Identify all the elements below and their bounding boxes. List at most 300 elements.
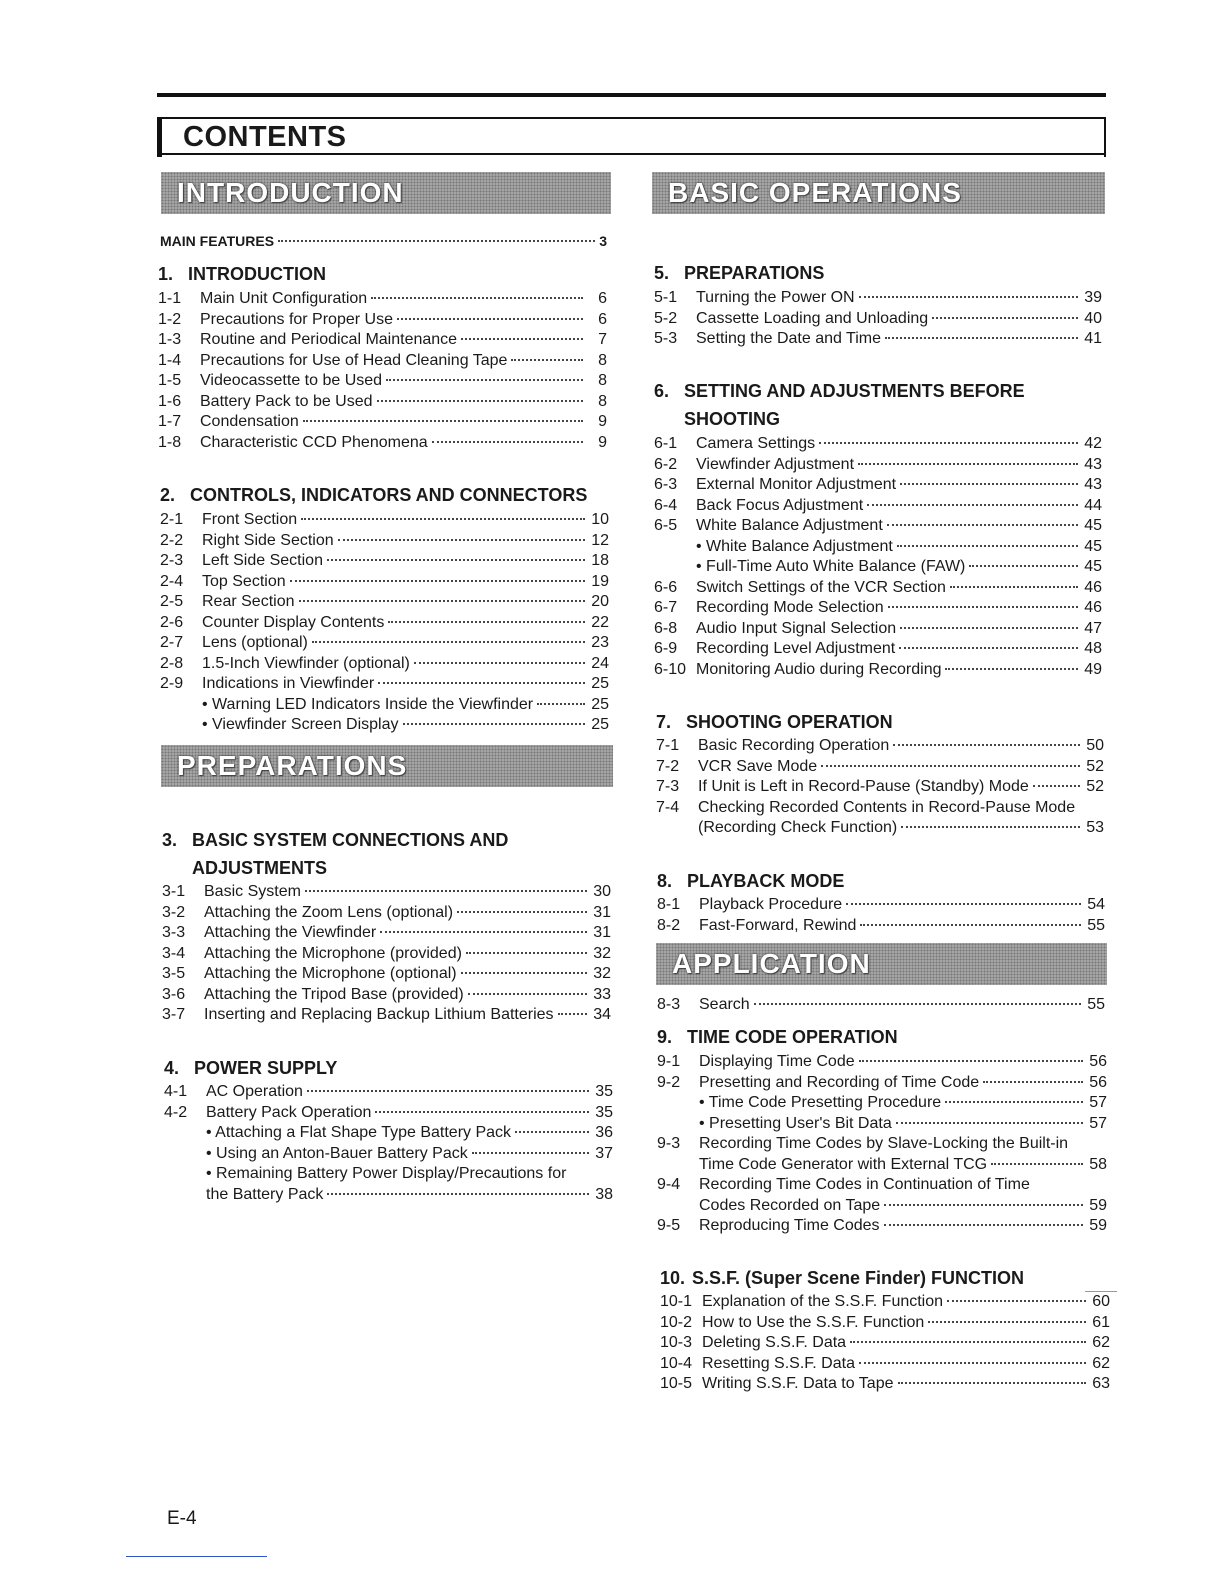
- dot-leader: [377, 400, 583, 402]
- entry-number: 2-1: [160, 511, 184, 528]
- entry-number: 6-1: [654, 435, 678, 452]
- toc-entry[interactable]: [657, 1134, 1107, 1154]
- entry-number: 7-2: [656, 757, 680, 775]
- entry-number: 9-3: [657, 1135, 681, 1152]
- section-heading-s10: 10. S.S.F. (Super Scene Finder) FUNCTION: [660, 1268, 1025, 1288]
- toc-entry[interactable]: [162, 923, 611, 943]
- entry-number: 8-3: [657, 996, 681, 1013]
- entry-page: 40: [1084, 309, 1102, 327]
- toc-entry[interactable]: [158, 433, 607, 453]
- entry-number: 2-7: [160, 634, 184, 651]
- entry-number: 6-7: [654, 599, 678, 616]
- entry-page: 59: [1089, 1196, 1107, 1214]
- toc-entry[interactable]: [162, 964, 611, 984]
- entry-number: 9-5: [657, 1217, 681, 1234]
- entry-title: Top Section: [202, 572, 286, 590]
- entry-page: 52: [1086, 757, 1104, 775]
- entry-page: 42: [1084, 435, 1102, 452]
- entry-title: Viewfinder Adjustment: [696, 455, 855, 473]
- entry-page: 18: [591, 552, 609, 569]
- entry-number: 1-2: [158, 310, 182, 328]
- dot-leader: [397, 318, 583, 320]
- toc-entry[interactable]: [656, 818, 1104, 838]
- entry-page: 10: [591, 511, 609, 528]
- entry-title: How to Use the S.S.F. Function: [702, 1313, 925, 1331]
- dot-leader: [299, 600, 586, 602]
- entry-page: 50: [1086, 737, 1104, 754]
- entry-title: Main Unit Configuration: [200, 290, 368, 307]
- toc-entry[interactable]: [654, 660, 1102, 680]
- entry-page: 60: [1092, 1293, 1110, 1310]
- entry-title: (Recording Check Function): [698, 819, 898, 836]
- dot-leader: [403, 723, 585, 725]
- entry-page: 38: [595, 1185, 613, 1203]
- entry-page: 43: [1084, 476, 1102, 493]
- toc-entry[interactable]: [160, 715, 609, 735]
- dot-leader: [859, 296, 1078, 298]
- dot-leader: [290, 580, 585, 582]
- entry-number: 4-2: [164, 1103, 188, 1121]
- dot-leader: [305, 890, 587, 892]
- margin-mark: [1085, 1291, 1117, 1292]
- entry-number: 10-5: [660, 1375, 693, 1392]
- entry-page: 6: [598, 310, 607, 328]
- dot-leader: [928, 1321, 1086, 1323]
- entry-number: 6-3: [654, 476, 678, 493]
- entry-title: Codes Recorded on Tape: [699, 1196, 881, 1214]
- entry-page: 45: [1084, 517, 1102, 534]
- entry-page: 57: [1089, 1094, 1107, 1111]
- dot-leader: [461, 338, 583, 340]
- entry-number: 1-1: [158, 290, 182, 307]
- entry-number: 2-3: [160, 552, 184, 569]
- entry-number: 1-5: [158, 372, 182, 389]
- entry-title: Resetting S.S.F. Data: [702, 1354, 855, 1372]
- toc-entry[interactable]: [164, 1164, 613, 1184]
- entry-page: 34: [593, 1006, 611, 1023]
- dot-leader: [754, 1003, 1081, 1005]
- dot-leader: [537, 703, 585, 705]
- toc-entry[interactable]: [660, 1333, 1110, 1353]
- entry-number: 7-4: [656, 798, 680, 816]
- entry-page: 55: [1087, 996, 1105, 1013]
- entry-title: Precautions for Use of Head Cleaning Tape: [200, 351, 508, 369]
- entry-title: Switch Settings of the VCR Section: [696, 578, 946, 596]
- toc-entry[interactable]: [160, 510, 609, 530]
- entry-page: 39: [1084, 289, 1102, 306]
- toc-entry[interactable]: [654, 619, 1102, 639]
- entry-number: 10-2: [660, 1313, 693, 1331]
- entry-title: Reproducing Time Codes: [699, 1217, 880, 1234]
- dot-leader: [432, 441, 583, 443]
- entry-number: 9-1: [657, 1053, 681, 1070]
- entry-page: 52: [1086, 778, 1104, 795]
- entry-title: Precautions for Proper Use: [200, 310, 393, 328]
- toc-entry[interactable]: [654, 329, 1102, 349]
- entry-number: 1-7: [158, 413, 182, 430]
- entry-title: Checking Recorded Contents in Record-Pause Mode: [698, 798, 1076, 816]
- entry-title: Explanation of the S.S.F. Function: [702, 1293, 944, 1310]
- entry-title: • Attaching a Flat Shape Type Battery Pack: [206, 1124, 512, 1141]
- entry-title: Recording Level Adjustment: [696, 640, 896, 657]
- entry-page: 46: [1084, 578, 1102, 596]
- entry-page: 8: [598, 392, 607, 410]
- section-heading-s2: 2. CONTROLS, INDICATORS AND CONNECTORS: [160, 485, 588, 505]
- toc-entry[interactable]: [158, 351, 607, 371]
- toc-entry[interactable]: [158, 330, 607, 350]
- dot-leader: [899, 647, 1078, 649]
- entry-number: 10-3: [660, 1334, 693, 1351]
- entry-number: 3-3: [162, 924, 186, 941]
- entry-page: 36: [595, 1124, 613, 1141]
- entry-page: 48: [1084, 640, 1102, 657]
- entry-number: 3-4: [162, 944, 186, 962]
- entry-title: • Time Code Presetting Procedure: [699, 1094, 942, 1111]
- entry-number: 6-8: [654, 619, 678, 637]
- toc-entry[interactable]: [657, 1155, 1107, 1175]
- entry-number: 6-9: [654, 640, 678, 657]
- dot-leader: [457, 911, 587, 913]
- entry-number: 3-6: [162, 985, 186, 1003]
- toc-entry[interactable]: [162, 985, 611, 1005]
- dot-leader: [327, 559, 585, 561]
- banner-introduction: INTRODUCTION: [161, 172, 611, 214]
- entry-number: 3-7: [162, 1006, 186, 1023]
- entry-title: Time Code Generator with External TCG: [699, 1155, 988, 1173]
- entry-page: 7: [598, 331, 607, 348]
- dot-leader: [380, 931, 587, 933]
- entry-page: 49: [1084, 660, 1102, 678]
- entry-number: 2-5: [160, 593, 184, 610]
- entry-number: 1-6: [158, 392, 182, 410]
- toc-entry[interactable]: [660, 1292, 1110, 1312]
- entry-title: Rear Section: [202, 593, 295, 610]
- entry-page: 33: [593, 985, 611, 1003]
- entry-page: 32: [593, 965, 611, 982]
- entry-page: 12: [591, 531, 609, 549]
- toc-entry[interactable]: [158, 310, 607, 330]
- entry-title: Recording Mode Selection: [696, 599, 884, 616]
- entry-title: Battery Pack to be Used: [200, 392, 373, 410]
- toc-entry[interactable]: [160, 613, 609, 633]
- entry-title: Front Section: [202, 511, 298, 528]
- toc-entry[interactable]: [654, 288, 1102, 308]
- toc-entry[interactable]: [160, 551, 609, 571]
- entry-title: • Presetting User's Bit Data: [699, 1114, 892, 1132]
- entry-number: 7-1: [656, 737, 680, 754]
- entry-title: Battery Pack Operation: [206, 1103, 372, 1121]
- entry-page: 8: [598, 372, 607, 389]
- entry-title: Attaching the Microphone (optional): [204, 965, 457, 982]
- entry-number: 1-8: [158, 433, 182, 451]
- entry-number: 3-5: [162, 965, 186, 982]
- dot-leader: [301, 518, 585, 520]
- toc-entry[interactable]: [164, 1103, 613, 1123]
- toc-entry[interactable]: [657, 1175, 1107, 1195]
- dot-leader: [371, 297, 583, 299]
- dot-leader: [821, 765, 1080, 767]
- section-heading-s3: 3. BASIC SYSTEM CONNECTIONS AND: [162, 830, 509, 850]
- entry-title: Presetting and Recording of Time Code: [699, 1073, 980, 1091]
- entry-title: Writing S.S.F. Data to Tape: [702, 1375, 894, 1392]
- entry-title: Monitoring Audio during Recording: [696, 660, 942, 678]
- toc-entry[interactable]: [660, 1313, 1110, 1333]
- entry-title: Counter Display Contents: [202, 613, 385, 631]
- entry-number: 6-4: [654, 496, 678, 514]
- entry-page: 9: [598, 433, 607, 451]
- section-heading-s1: 1. INTRODUCTION: [158, 264, 326, 284]
- toc-entry[interactable]: [158, 392, 607, 412]
- dot-leader: [386, 379, 583, 381]
- entry-title: Attaching the Zoom Lens (optional): [204, 903, 454, 921]
- toc-entry[interactable]: [654, 309, 1102, 329]
- entry-page: 25: [591, 716, 609, 733]
- dot-leader: [983, 1081, 1083, 1083]
- section-heading-s5: 5. PREPARATIONS: [654, 263, 825, 283]
- dot-leader: [338, 539, 585, 541]
- dot-leader: [900, 483, 1078, 485]
- toc-entry[interactable]: [657, 1093, 1107, 1113]
- dot-leader: [900, 627, 1078, 629]
- toc-entry[interactable]: [657, 1114, 1107, 1134]
- toc-entry[interactable]: [657, 895, 1105, 915]
- dot-leader: [515, 1131, 589, 1133]
- entry-title: AC Operation: [206, 1083, 303, 1100]
- entry-page: 25: [591, 675, 609, 692]
- entry-page: 31: [593, 903, 611, 921]
- entry-page: 20: [591, 593, 609, 610]
- entry-number: 8-2: [657, 916, 681, 934]
- toc-entry[interactable]: [158, 289, 607, 309]
- entry-title: Routine and Periodical Maintenance: [200, 331, 458, 348]
- entry-page: 22: [591, 613, 609, 631]
- entry-page: 63: [1092, 1375, 1110, 1392]
- entry-title: Recording Time Codes by Slave-Locking the Built-in: [699, 1135, 1069, 1152]
- entry-page: 25: [591, 695, 609, 713]
- entry-number: 3-1: [162, 883, 186, 900]
- toc-entry[interactable]: [657, 1073, 1107, 1093]
- banner-preparations: PREPARATIONS: [161, 745, 613, 787]
- entry-title: • Full-Time Auto White Balance (FAW): [696, 558, 966, 575]
- toc-entry[interactable]: [158, 412, 607, 432]
- entry-title: Fast-Forward, Rewind: [699, 916, 857, 934]
- title-underline: [157, 153, 1106, 155]
- toc-entry[interactable]: [657, 1196, 1107, 1216]
- entry-title: Camera Settings: [696, 435, 816, 452]
- dot-leader: [893, 744, 1080, 746]
- dot-leader: [378, 682, 585, 684]
- entry-title: • Using an Anton-Bauer Battery Pack: [206, 1144, 468, 1162]
- entry-title: White Balance Adjustment: [696, 517, 883, 534]
- toc-entry[interactable]: [656, 736, 1104, 756]
- entry-page: 56: [1089, 1053, 1107, 1070]
- dot-leader: [388, 621, 585, 623]
- entry-page: 24: [591, 654, 609, 672]
- dot-leader: [472, 1152, 589, 1154]
- dot-leader: [327, 1193, 589, 1195]
- entry-number: 8-1: [657, 896, 681, 913]
- dot-leader: [932, 317, 1078, 319]
- dot-leader: [558, 1013, 587, 1015]
- dot-leader: [846, 903, 1081, 905]
- entry-page: 31: [593, 924, 611, 941]
- toc-entry[interactable]: [160, 572, 609, 592]
- dot-leader: [375, 1111, 589, 1113]
- section-heading-s8: 8. PLAYBACK MODE: [657, 871, 845, 891]
- dot-leader: [859, 1362, 1086, 1364]
- toc-entry[interactable]: [656, 798, 1104, 818]
- toc-entry[interactable]: [660, 1374, 1110, 1394]
- entry-title: Basic System: [204, 883, 301, 900]
- entry-page: 55: [1087, 916, 1105, 934]
- entry-page: 46: [1084, 599, 1102, 616]
- entry-page: 45: [1084, 537, 1102, 555]
- footer-line: [126, 1556, 267, 1557]
- entry-page: 35: [595, 1083, 613, 1100]
- toc-entry[interactable]: [160, 695, 609, 715]
- entry-number: 9-4: [657, 1176, 681, 1193]
- toc-entry[interactable]: [160, 674, 609, 694]
- dot-leader: [461, 972, 587, 974]
- toc-entry[interactable]: [164, 1082, 613, 1102]
- toc-entry[interactable]: [654, 578, 1102, 598]
- entry-page: 45: [1084, 558, 1102, 575]
- toc-entry[interactable]: [656, 757, 1104, 777]
- entry-page: 8: [598, 351, 607, 369]
- entry-page: 32: [593, 944, 611, 962]
- toc-entry[interactable]: [654, 516, 1102, 536]
- entry-page: 56: [1089, 1073, 1107, 1091]
- toc-entry[interactable]: [162, 882, 611, 902]
- entry-number: 7-3: [656, 778, 680, 795]
- toc-entry[interactable]: [164, 1144, 613, 1164]
- dot-leader: [896, 1122, 1083, 1124]
- entry-number: 5-2: [654, 309, 678, 327]
- entry-title: • White Balance Adjustment: [696, 537, 893, 555]
- entry-number: 6-2: [654, 455, 678, 473]
- entry-title: If Unit is Left in Record-Pause (Standby) Mode: [698, 778, 1029, 795]
- page-number: E-4: [167, 1508, 197, 1529]
- entry-title: Inserting and Replacing Backup Lithium Batteries: [204, 1006, 554, 1023]
- section-heading-s4: 4. POWER SUPPLY: [164, 1058, 338, 1078]
- toc-entry[interactable]: [654, 557, 1102, 577]
- toc-entry[interactable]: [160, 592, 609, 612]
- entry-title: VCR Save Mode: [698, 757, 818, 775]
- entry-number: 10-4: [660, 1354, 693, 1372]
- entry-title: • Remaining Battery Power Display/Precautions for: [206, 1165, 567, 1182]
- dot-leader: [414, 662, 585, 664]
- entry-title: Attaching the Viewfinder: [204, 924, 377, 941]
- entry-number: 4-1: [164, 1083, 188, 1100]
- entry-title: Turning the Power ON: [696, 289, 855, 306]
- entry-page: 6: [598, 290, 607, 307]
- toc-entry[interactable]: [656, 777, 1104, 797]
- dot-leader: [945, 668, 1078, 670]
- dot-leader: [901, 826, 1080, 828]
- toc-entry[interactable]: [654, 639, 1102, 659]
- toc-entry[interactable]: [158, 371, 607, 391]
- dot-leader: [1033, 785, 1080, 787]
- entry-title: Displaying Time Code: [699, 1053, 855, 1070]
- page-title: CONTENTS: [183, 121, 347, 153]
- entry-number: 2-6: [160, 613, 184, 631]
- entry-title: Back Focus Adjustment: [696, 496, 864, 514]
- dot-leader: [947, 1300, 1086, 1302]
- entry-page: 61: [1092, 1313, 1110, 1331]
- entry-title: Audio Input Signal Selection: [696, 619, 897, 637]
- dot-leader: [867, 504, 1078, 506]
- dot-leader: [991, 1163, 1083, 1165]
- toc-entry[interactable]: [657, 1052, 1107, 1072]
- entry-title: Attaching the Tripod Base (provided): [204, 985, 464, 1003]
- toc-entry[interactable]: [654, 475, 1102, 495]
- toc-main-features[interactable]: MAIN FEATURES 3: [160, 233, 607, 249]
- entry-title: Characteristic CCD Phenomena: [200, 433, 428, 451]
- entry-title: Lens (optional): [202, 634, 308, 651]
- dot-leader: [888, 606, 1078, 608]
- entry-page: 57: [1089, 1114, 1107, 1132]
- toc-entry[interactable]: [657, 995, 1105, 1015]
- toc-entry[interactable]: [160, 654, 609, 674]
- dot-leader: [898, 1382, 1087, 1384]
- toc-entry[interactable]: [162, 944, 611, 964]
- dot-leader: [884, 1204, 1083, 1206]
- entry-title: External Monitor Adjustment: [696, 476, 897, 493]
- toc-entry[interactable]: [654, 496, 1102, 516]
- toc-entry[interactable]: [654, 434, 1102, 454]
- toc-entry[interactable]: [162, 903, 611, 923]
- dot-leader: [897, 545, 1078, 547]
- toc-entry[interactable]: [160, 531, 609, 551]
- section-heading-s7: 7. SHOOTING OPERATION: [656, 712, 893, 732]
- toc-entry[interactable]: [654, 455, 1102, 475]
- entry-page: 19: [591, 572, 609, 590]
- entry-page: 23: [591, 634, 609, 651]
- dot-leader: [884, 1224, 1083, 1226]
- dot-leader: [860, 924, 1081, 926]
- dot-leader: [969, 565, 1078, 567]
- entry-title: the Battery Pack: [206, 1185, 324, 1203]
- entry-page: 35: [595, 1103, 613, 1121]
- toc-entry[interactable]: [660, 1354, 1110, 1374]
- entry-page: 30: [593, 883, 611, 900]
- toc-entry[interactable]: [657, 916, 1105, 936]
- toc-entry[interactable]: [654, 537, 1102, 557]
- entry-title: • Warning LED Indicators Inside the Viewfinder: [202, 695, 534, 713]
- entry-number: 3-2: [162, 903, 186, 921]
- entry-title: Attaching the Microphone (provided): [204, 944, 462, 962]
- toc-entry[interactable]: [162, 1005, 611, 1025]
- entry-number: 6-6: [654, 578, 678, 596]
- dot-leader: [859, 1060, 1083, 1062]
- dot-leader: [950, 586, 1078, 588]
- entry-title: Recording Time Codes in Continuation of Time: [699, 1176, 1030, 1193]
- dot-leader: [307, 1090, 589, 1092]
- entry-title: 1.5-Inch Viewfinder (optional): [202, 654, 410, 672]
- entry-number: 5-3: [654, 330, 678, 347]
- entry-page: 47: [1084, 619, 1102, 637]
- toc-entry[interactable]: [164, 1123, 613, 1143]
- toc-entry[interactable]: [657, 1216, 1107, 1236]
- toc-entry[interactable]: [164, 1185, 613, 1205]
- entry-title: Condensation: [200, 413, 299, 430]
- entry-page: 62: [1092, 1354, 1110, 1372]
- toc-entry[interactable]: [654, 598, 1102, 618]
- entry-title: Deleting S.S.F. Data: [702, 1334, 847, 1351]
- toc-entry[interactable]: [160, 633, 609, 653]
- entry-number: 6-5: [654, 517, 678, 534]
- entry-number: 1-4: [158, 351, 182, 369]
